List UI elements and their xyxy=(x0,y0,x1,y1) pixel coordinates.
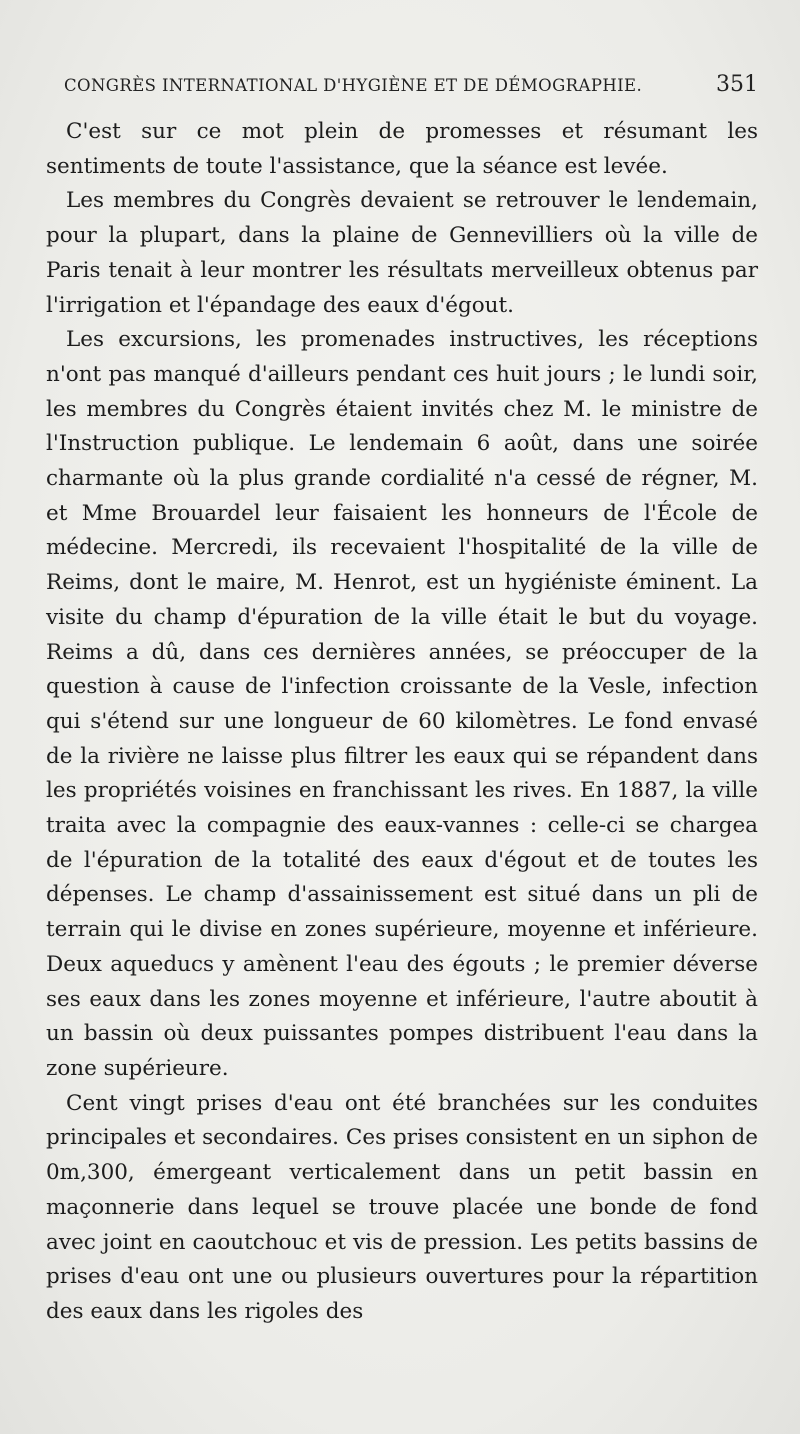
paragraph: C'est sur ce mot plein de promesses et résumant les sentiments de toute l'assistance, que la séance est levée. xyxy=(46,119,758,179)
paragraph: Cent vingt prises d'eau ont été branchées sur les conduites principales et secondaires. Ces prises consistent en un siphon de 0m,300, émergeant verticalement dans un petit bassin en maçonnerie dans lequel se trouve placée une bonde de fond avec joint en caoutchouc et vis de pression. Les petits bassins de prises d'eau ont une ou plusieurs ouvertures pour la répartition des eaux dans les rigoles des xyxy=(46,1090,758,1324)
paragraph: Les membres du Congrès devaient se retrouver le lendemain, pour la plupart, dans la plaine de Gennevilliers où la ville de Paris tenait à leur montrer les résultats merveilleux obtenus par l'irrigation et l'épandage des eaux d'égout. xyxy=(46,188,758,318)
body-text xyxy=(46,115,758,1330)
page-number: 351 xyxy=(716,72,758,97)
running-title: CONGRÈS INTERNATIONAL D'HYGIÈNE ET DE DÉMOGRAPHIE. xyxy=(64,76,643,95)
paragraph: Les excursions, les promenades instructives, les réceptions n'ont pas manqué d'ailleurs pendant ces huit jours ; le lundi soir, les membres du Congrès étaient invités chez M. le ministre de l'Instruction publique. Le lendemain 6 août, dans une soirée charmante où la plus grande cordialité n'a cessé de régner, M. et Mme Brouardel leur faisaient les honneurs de l'École de médecine. Mercredi, ils recevaient l'hospitalité de la ville de Reims, dont le maire, M. Henrot, est un hygiéniste éminent. La visite du champ d'épuration de la ville était le but du voyage. Reims a dû, dans ces dernières années, se préoccuper de la question à cause de l'infection croissante de la Vesle, infection qui s'étend sur une longueur de 60 kilomètres. Le fond envasé de la rivière ne laisse plus filtrer les eaux qui se répandent dans les propriétés voisines en franchissant les rives. En 1887, la ville traita avec la compagnie des eaux-vannes : celle-ci se chargea de l'épuration de la totalité des eaux d'égout et de toutes les dépenses. Le champ d'assainissement est situé dans un pli de terrain qui le divise en zones supérieure, moyenne et inférieure. Deux aqueducs y amènent l'eau des égouts ; le premier déverse ses eaux dans les zones moyenne et inférieure, l'autre aboutit à un bassin où deux puissantes pompes distribuent l'eau dans la zone supérieure. xyxy=(46,327,758,1081)
page-header xyxy=(64,72,758,97)
